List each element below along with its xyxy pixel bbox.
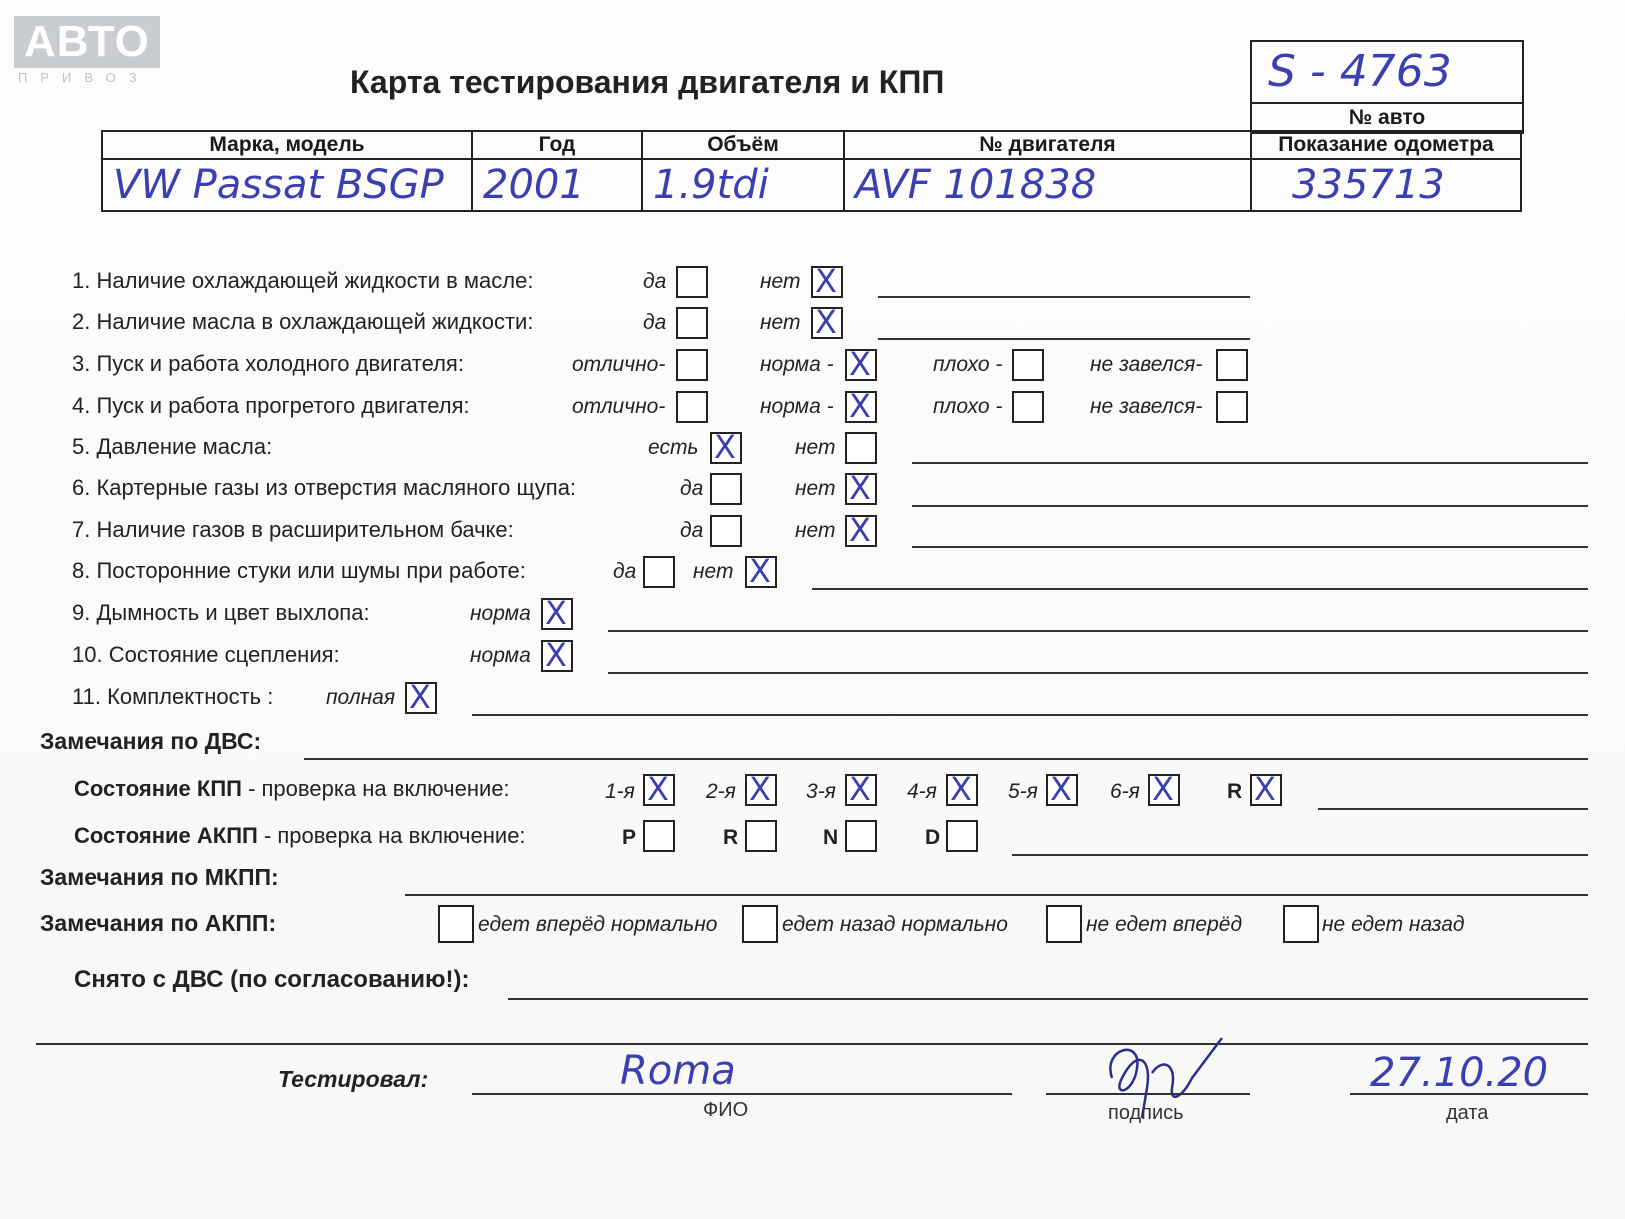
- checkbox-7-net[interactable]: [845, 511, 877, 549]
- kpp-label-rest: - проверка на включение:: [241, 776, 510, 801]
- item-text: Посторонние стуки или шумы при работе:: [96, 558, 526, 583]
- gear-label: 5-я: [1008, 780, 1038, 803]
- opt-label: да: [643, 270, 667, 293]
- opt-label: норма: [470, 602, 531, 625]
- item-2: [72, 309, 533, 335]
- checkbox-8-net[interactable]: [745, 552, 777, 590]
- gear-label: 6-я: [1110, 780, 1140, 803]
- gear-label: 2-я: [706, 780, 736, 803]
- note-line: [912, 505, 1588, 507]
- checkbox-5-yes[interactable]: [710, 428, 742, 466]
- checkbox-11-complete[interactable]: [405, 678, 437, 716]
- value-odometer: 335713: [1251, 159, 1521, 211]
- akpp-opt-label: едет вперёд нормально: [478, 913, 718, 936]
- akpp-opt-label: не едет назад: [1322, 913, 1465, 936]
- fio-caption: ФИО: [703, 1099, 749, 1121]
- signature-caption: подпись: [1108, 1102, 1184, 1124]
- check-mark: X: [849, 770, 871, 808]
- opt-label: норма -: [760, 395, 834, 418]
- note-line: [878, 338, 1250, 340]
- checkbox-6-da[interactable]: [710, 473, 742, 505]
- signature-line[interactable]: [1046, 1093, 1250, 1095]
- item-5: [72, 434, 272, 460]
- label-year: Год: [472, 131, 642, 159]
- note-line: [912, 462, 1588, 464]
- logo-main: АВТО: [14, 16, 160, 68]
- check-mark: X: [849, 387, 871, 425]
- auto-number-box: [1250, 40, 1524, 134]
- item-text: Наличие охлаждающей жидкости в масле:: [96, 268, 534, 293]
- tester-name: Roma: [620, 1048, 736, 1094]
- item-number: 10.: [72, 642, 103, 667]
- check-mark: X: [815, 262, 837, 300]
- item-number: 3.: [72, 351, 91, 376]
- removed-line[interactable]: [508, 998, 1588, 1000]
- removed-label: Снято с ДВС (по согласованию!):: [74, 966, 470, 993]
- checkbox-gear-1[interactable]: [643, 770, 675, 808]
- check-mark: X: [749, 552, 771, 590]
- header-values-row: [102, 159, 1521, 211]
- opt-label: норма -: [760, 353, 834, 376]
- note-line: [878, 296, 1250, 298]
- checkbox-akpp-p[interactable]: [643, 820, 675, 852]
- item-number: 11.: [72, 684, 101, 709]
- checkbox-4-excellent[interactable]: [676, 391, 708, 423]
- akpp-label: [74, 823, 526, 849]
- auto-number-label: № авто: [1348, 106, 1426, 129]
- opt-label: нет: [795, 477, 836, 500]
- item-number: 2.: [72, 309, 91, 334]
- checkbox-1-da[interactable]: [676, 266, 708, 298]
- note-line: [812, 588, 1588, 590]
- auto-number-value: S - 4763: [1252, 42, 1522, 104]
- checkbox-no-forward[interactable]: [1046, 905, 1082, 943]
- test-date: 27.10.20: [1370, 1050, 1549, 1096]
- opt-label: нет: [795, 436, 836, 459]
- akpp-opt-label: едет назад нормально: [782, 913, 1008, 936]
- opt-label: не завелся-: [1090, 395, 1203, 418]
- opt-label: да: [680, 519, 704, 542]
- opt-label: норма: [470, 644, 531, 667]
- remarks-dvs-line[interactable]: [304, 758, 1588, 760]
- item-text: Пуск и работа холодного двигателя:: [96, 351, 464, 376]
- remarks-dvs-label: Замечания по ДВС:: [40, 728, 262, 754]
- item-4: [72, 393, 470, 419]
- checkbox-gear-4[interactable]: [946, 770, 978, 808]
- checkbox-gear-3[interactable]: [845, 770, 877, 808]
- opt-label: полная: [326, 686, 396, 709]
- check-mark: X: [545, 636, 567, 674]
- item-11: [72, 684, 273, 710]
- check-mark: X: [950, 770, 972, 808]
- checkbox-9-norm[interactable]: [541, 594, 573, 632]
- item-text: Дымность и цвет выхлопа:: [96, 600, 370, 625]
- akpp-note-line: [1012, 854, 1588, 856]
- item-number: 5.: [72, 434, 91, 459]
- checkbox-3-norm[interactable]: [845, 345, 877, 383]
- vehicle-info-table: [101, 130, 1522, 212]
- remarks-mkpp-line[interactable]: [405, 894, 1588, 896]
- checkbox-10-norm[interactable]: [541, 636, 573, 674]
- checkbox-akpp-d[interactable]: [946, 820, 978, 852]
- item-text: Пуск и работа прогретого двигателя:: [96, 393, 470, 418]
- remarks-mkpp-label: Замечания по МКПП:: [40, 864, 279, 890]
- gear-label: P: [622, 826, 637, 849]
- gear-label: R: [723, 826, 739, 849]
- logo-sub: ПРИВОЗ: [18, 70, 150, 85]
- label-engine-number: № двигателя: [844, 131, 1251, 159]
- item-1: [72, 268, 533, 294]
- tested-label: Тестировал:: [278, 1066, 429, 1092]
- opt-label: плохо -: [933, 395, 1003, 418]
- item-number: 8.: [72, 558, 91, 583]
- fio-line[interactable]: [472, 1093, 1012, 1095]
- gear-label: 3-я: [806, 780, 836, 803]
- akpp-opt-label: не едет вперёд: [1086, 913, 1243, 936]
- gear-label: R: [1227, 780, 1243, 803]
- check-mark: X: [815, 303, 837, 341]
- item-text: Состояние сцепления:: [108, 642, 340, 667]
- item-text: Наличие масла в охлаждающей жидкости:: [96, 309, 534, 334]
- kpp-label-bold: Состояние КПП: [74, 776, 242, 801]
- checkbox-gear-5[interactable]: [1046, 770, 1078, 808]
- note-line: [608, 672, 1588, 674]
- checkbox-8-da[interactable]: [643, 556, 675, 588]
- item-number: 7.: [72, 517, 91, 542]
- checkbox-no-reverse[interactable]: [1283, 905, 1319, 943]
- opt-label: да: [680, 477, 704, 500]
- opt-label: нет: [760, 311, 801, 334]
- checkbox-6-net[interactable]: [845, 469, 877, 507]
- checkbox-forward-ok[interactable]: [438, 905, 474, 943]
- value-engine-number: AVF 101838: [844, 159, 1251, 211]
- opt-label: да: [643, 311, 667, 334]
- checkbox-2-da[interactable]: [676, 307, 708, 339]
- check-mark: X: [849, 511, 871, 549]
- opt-label: нет: [795, 519, 836, 542]
- checkbox-gear-2[interactable]: [745, 770, 777, 808]
- item-number: 9.: [72, 600, 91, 625]
- value-volume: 1.9tdi: [642, 159, 844, 211]
- item-text: Картерные газы из отверстия масляного щупа:: [96, 475, 577, 500]
- item-3: [72, 351, 464, 377]
- item-9: [72, 600, 370, 626]
- item-7: [72, 517, 514, 543]
- date-line[interactable]: [1350, 1093, 1588, 1095]
- section-divider: [36, 1043, 1588, 1045]
- opt-label: отлично-: [572, 353, 666, 376]
- item-8: [72, 558, 526, 584]
- akpp-label-rest: - проверка на включение:: [257, 823, 526, 848]
- checkbox-4-norm[interactable]: [845, 387, 877, 425]
- note-line: [608, 630, 1588, 632]
- checkbox-5-no[interactable]: [845, 432, 877, 464]
- checkbox-3-nostart[interactable]: [1216, 349, 1248, 381]
- opt-label: нет: [693, 560, 734, 583]
- checkbox-3-bad[interactable]: [1012, 349, 1044, 381]
- item-10: [72, 642, 340, 668]
- label-make-model: Марка, модель: [102, 131, 472, 159]
- label-volume: Объём: [642, 131, 844, 159]
- check-mark: X: [647, 770, 669, 808]
- item-number: 6.: [72, 475, 91, 500]
- value-make-model: VW Passat BSGP: [102, 159, 472, 211]
- check-mark: X: [849, 469, 871, 507]
- check-mark: X: [1152, 770, 1174, 808]
- kpp-note-line: [1318, 808, 1588, 810]
- check-mark: X: [545, 594, 567, 632]
- note-line: [472, 714, 1588, 716]
- opt-label: отлично-: [572, 395, 666, 418]
- check-mark: X: [1254, 770, 1276, 808]
- checkbox-4-bad[interactable]: [1012, 391, 1044, 423]
- gear-label: 1-я: [605, 780, 635, 803]
- label-odometer: Показание одометра: [1251, 131, 1521, 159]
- opt-label: не завелся-: [1090, 353, 1203, 376]
- item-number: 1.: [72, 268, 91, 293]
- checkbox-3-excellent[interactable]: [676, 349, 708, 381]
- checkbox-gear-6[interactable]: [1148, 770, 1180, 808]
- check-mark: X: [749, 770, 771, 808]
- avto-privoz-logo: [14, 16, 160, 85]
- checkbox-gear-r[interactable]: [1250, 770, 1282, 808]
- gear-label: 4-я: [907, 780, 937, 803]
- item-6: [72, 475, 576, 501]
- opt-label: есть: [648, 436, 699, 459]
- opt-label: нет: [760, 270, 801, 293]
- checkbox-akpp-n[interactable]: [845, 820, 877, 852]
- date-caption: дата: [1446, 1102, 1489, 1124]
- check-mark: X: [409, 678, 431, 716]
- checkbox-2-net[interactable]: [811, 303, 843, 341]
- header-labels-row: [102, 131, 1521, 159]
- item-text: Комплектность :: [107, 684, 274, 709]
- opt-label: плохо -: [933, 353, 1003, 376]
- opt-label: да: [613, 560, 637, 583]
- remarks-akpp-label: Замечания по АКПП:: [40, 910, 277, 936]
- value-year: 2001: [472, 159, 642, 211]
- check-mark: X: [849, 345, 871, 383]
- page-title: Карта тестирования двигателя и КПП: [350, 64, 945, 100]
- item-number: 4.: [72, 393, 91, 418]
- check-mark: X: [1050, 770, 1072, 808]
- checkbox-akpp-r[interactable]: [745, 820, 777, 852]
- note-line: [912, 546, 1588, 548]
- checkbox-reverse-ok[interactable]: [742, 905, 778, 943]
- kpp-label: [74, 776, 510, 802]
- check-mark: X: [714, 428, 736, 466]
- akpp-label-bold: Состояние АКПП: [74, 823, 258, 848]
- gear-label: N: [823, 826, 839, 849]
- gear-label: D: [925, 826, 941, 849]
- item-text: Давление масла:: [96, 434, 273, 459]
- checkbox-1-net[interactable]: [811, 262, 843, 300]
- checkbox-7-da[interactable]: [710, 515, 742, 547]
- checkbox-4-nostart[interactable]: [1216, 391, 1248, 423]
- item-text: Наличие газов в расширительном бачке:: [96, 517, 514, 542]
